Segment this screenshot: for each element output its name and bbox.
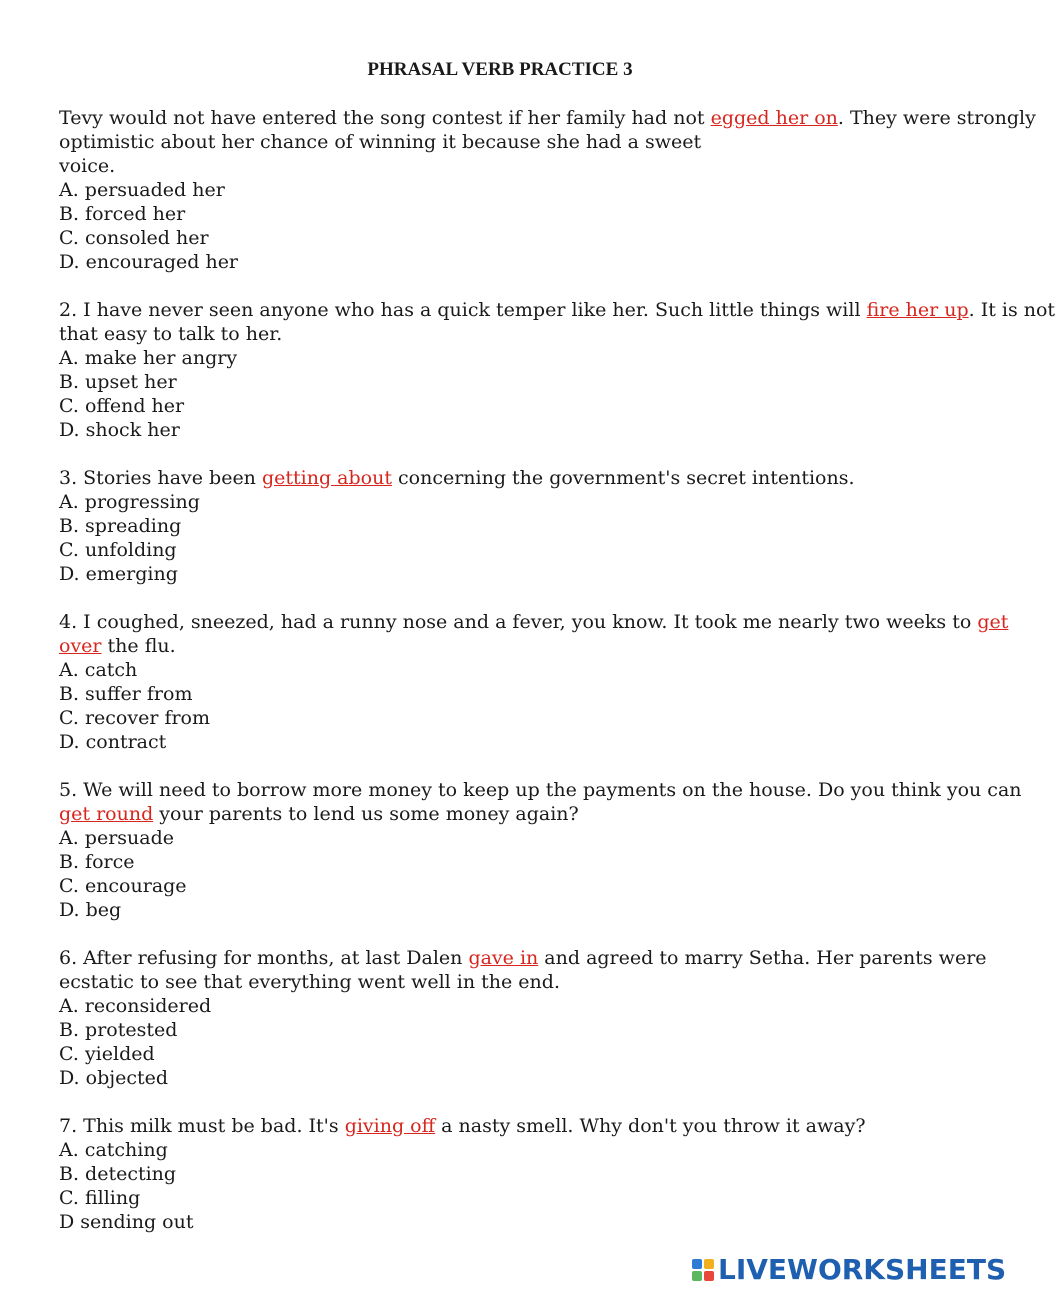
answer-option: D sending out xyxy=(59,1211,194,1233)
question-text-line xyxy=(59,466,949,490)
answer-option: C. yielded xyxy=(59,1043,155,1065)
question-text: 6. After refusing for months, at last Dalen xyxy=(59,947,469,969)
phrasal-verb-highlight: getting about xyxy=(261,467,392,489)
question-text: 2. I have never seen anyone who has a quick temper like her. Such little things will xyxy=(59,299,867,321)
phrasal-verb-highlight: get round xyxy=(59,803,154,825)
question-text-line xyxy=(59,610,1009,634)
answer-option: C. filling xyxy=(59,1187,141,1209)
question-text-line xyxy=(59,322,949,346)
question-text: concerning the government's secret intentions. xyxy=(391,467,855,489)
answer-option: A. reconsidered xyxy=(59,995,212,1017)
question-text-line xyxy=(59,106,1036,130)
question-text: voice. xyxy=(59,155,116,177)
answer-option: A. persuaded her xyxy=(59,179,225,201)
answer-option: A. progressing xyxy=(59,491,200,513)
question-block xyxy=(59,298,1055,442)
phrasal-verb-highlight: over xyxy=(59,635,102,657)
answer-option: A. catching xyxy=(59,1139,168,1161)
question-text: ecstatic to see that everything went well in the end. xyxy=(59,971,560,993)
question-block xyxy=(59,610,1009,754)
answer-option: C. unfolding xyxy=(59,539,177,561)
answer-option: C. offend her xyxy=(59,395,185,417)
answer-option: C. recover from xyxy=(59,707,211,729)
answer-option: D. emerging xyxy=(59,563,178,585)
logo-block xyxy=(704,1259,714,1269)
question-block xyxy=(59,946,987,1090)
logo-block xyxy=(692,1259,702,1269)
question-text-line xyxy=(59,154,949,178)
question-text-line xyxy=(59,1114,949,1138)
question-text: Tevy would not have entered the song contest if her family had not xyxy=(59,107,711,129)
question-text-line xyxy=(59,634,949,658)
question-text: the flu. xyxy=(101,635,176,657)
question-block xyxy=(59,466,949,586)
question-text-line xyxy=(59,970,949,994)
logo-blocks-icon xyxy=(692,1259,714,1281)
phrasal-verb-highlight: gave in xyxy=(468,947,539,969)
question-text: and agreed to marry Setha. Her parents were xyxy=(538,947,987,969)
answer-option: B. forced her xyxy=(59,203,186,225)
liveworksheets-logo[interactable] xyxy=(692,1253,1007,1286)
question-block xyxy=(59,778,1022,922)
question-text: a nasty smell. Why don't you throw it away? xyxy=(435,1115,866,1137)
logo-block xyxy=(692,1271,702,1281)
answer-option: D. contract xyxy=(59,731,167,753)
logo-block xyxy=(704,1271,714,1281)
logo-text: LIVEWORKSHEETS xyxy=(718,1253,1007,1286)
question-text: 7. This milk must be bad. It's xyxy=(59,1115,345,1137)
answer-option: D. objected xyxy=(59,1067,169,1089)
page-title: PHRASAL VERB PRACTICE 3 xyxy=(367,59,633,80)
answer-option: B. spreading xyxy=(59,515,182,537)
question-block xyxy=(59,1114,949,1234)
answer-option: B. force xyxy=(59,851,135,873)
answer-option: A. make her angry xyxy=(59,347,238,369)
answer-option: A. catch xyxy=(59,659,138,681)
answer-option: D. shock her xyxy=(59,419,180,441)
answer-option: C. consoled her xyxy=(59,227,209,249)
answer-option: D. encouraged her xyxy=(59,251,239,273)
question-text: optimistic about her chance of winning it because she had a sweet xyxy=(59,131,702,153)
question-block xyxy=(59,106,1036,274)
question-text-line xyxy=(59,946,987,970)
question-text: 4. I coughed, sneezed, had a runny nose and a fever, you know. It took me nearly two weeks to xyxy=(59,611,978,633)
phrasal-verb-highlight: fire her up xyxy=(866,299,969,321)
question-text-line xyxy=(59,802,949,826)
question-text: your parents to lend us some money again? xyxy=(153,803,579,825)
phrasal-verb-highlight: giving off xyxy=(344,1115,436,1137)
answer-option: B. upset her xyxy=(59,371,177,393)
question-text: 5. We will need to borrow more money to keep up the payments on the house. Do you think you can xyxy=(59,779,1022,801)
question-text-line xyxy=(59,778,1022,802)
answer-option: B. suffer from xyxy=(59,683,193,705)
answer-option: B. protested xyxy=(59,1019,178,1041)
phrasal-verb-highlight: get xyxy=(977,611,1009,633)
question-text: . They were strongly xyxy=(837,107,1036,129)
question-text: 3. Stories have been xyxy=(59,467,262,489)
answer-option: B. detecting xyxy=(59,1163,177,1185)
answer-option: D. beg xyxy=(59,899,122,921)
question-text-line xyxy=(59,130,949,154)
answer-option: C. encourage xyxy=(59,875,187,897)
question-text-line xyxy=(59,298,1055,322)
question-text: . It is not xyxy=(968,299,1055,321)
answer-option: A. persuade xyxy=(59,827,175,849)
phrasal-verb-highlight: egged her on xyxy=(710,107,838,129)
question-text: that easy to talk to her. xyxy=(59,323,283,345)
